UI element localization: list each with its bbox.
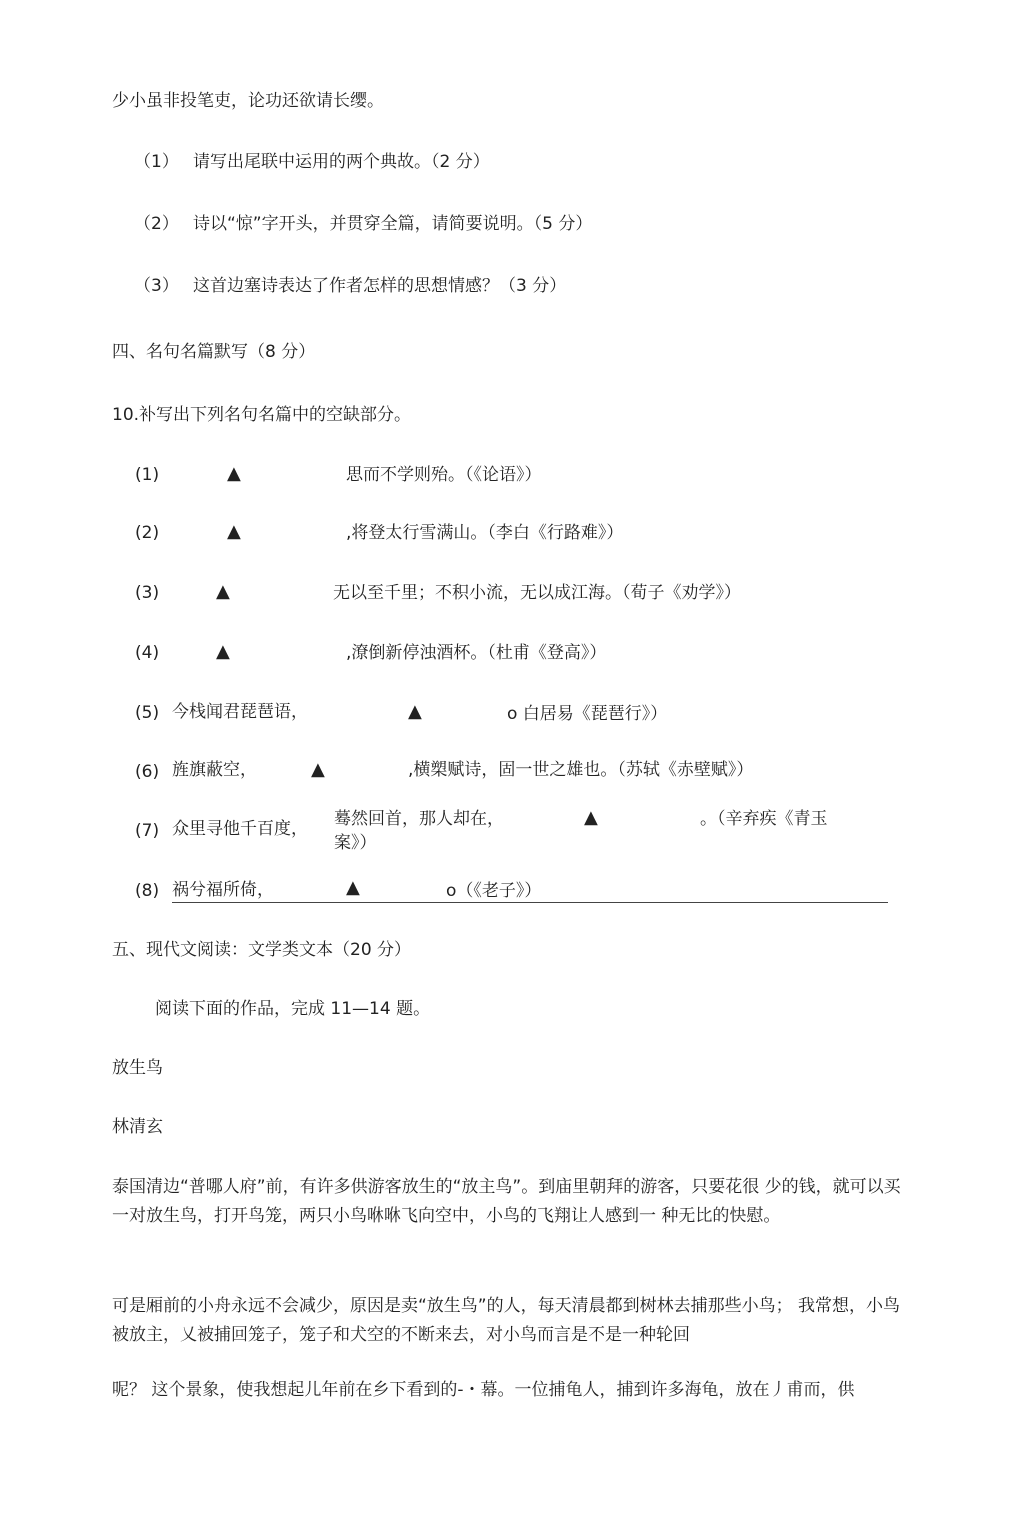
essay-paragraph: 呢？ 这个景象，使我想起儿年前在乡下看到的-・幕。一位捕龟人，捕到许多海龟，放在丿甫而，供 — [112, 1380, 855, 1400]
item-middle-text: 蓦然回首，那人却在， — [334, 809, 504, 829]
item-number: (8) — [135, 881, 160, 901]
item-text: ,横槊赋诗，固一世之雄也。（苏轼《赤壁赋》） — [408, 760, 754, 780]
item-text: 思而不学则殆。（《论语》） — [346, 465, 542, 485]
blank-triangle-icon: ▲ — [408, 701, 422, 722]
question-number: （1） — [134, 152, 179, 172]
item-number: (4) — [135, 643, 160, 663]
reading-instruction: 阅读下面的作品，完成 11—14 题。 — [155, 999, 431, 1019]
blank-triangle-icon: ▲ — [227, 463, 241, 484]
question-number: （2） — [134, 214, 179, 234]
blank-triangle-icon: ▲ — [311, 759, 325, 780]
item-number: (2) — [135, 523, 160, 543]
blank-triangle-icon: ▲ — [216, 641, 230, 662]
item-number: (3) — [135, 583, 160, 603]
blank-triangle-icon: ▲ — [227, 521, 241, 542]
question-number: （3） — [134, 276, 179, 296]
item-text: ,将登太行雪满山。（李白《行路难》） — [346, 523, 624, 543]
question-text: 请写出尾联中运用的两个典故。（2 分） — [193, 152, 490, 172]
blank-triangle-icon: ▲ — [584, 807, 598, 828]
item-prefix-text: 今栈闻君琵琶语， — [172, 702, 308, 722]
item-number: (5) — [135, 703, 160, 723]
item-prefix-text: 众里寻他千百度， — [172, 819, 308, 839]
item-text: o（《老子》） — [446, 881, 542, 901]
item-number: (7) — [135, 821, 160, 841]
item-text: 。（辛弃疾《青玉案》） — [334, 809, 828, 853]
item-number: (1) — [135, 465, 160, 485]
underline-rule — [172, 902, 888, 903]
section-title: 四、名句名篇默写（8 分） — [112, 342, 316, 362]
essay-author: 林清玄 — [112, 1117, 163, 1137]
item-number: (6) — [135, 762, 160, 782]
essay-title: 放生鸟 — [112, 1058, 163, 1078]
question-text: 诗以“惊”字开头，并贯穿全篇，请简要说明。（5 分） — [193, 214, 593, 234]
item-text: 无以至千里；不积小流，无以成江海。（荀子《劝学》） — [333, 583, 741, 603]
item-text: o 白居易《琵琶行》） — [507, 704, 668, 724]
poem-last-line: 少小虽非投笔吏，论功还欲请长缨。 — [112, 91, 384, 111]
question-10-prompt: 10.补写出下列名句名篇中的空缺部分。 — [112, 405, 412, 425]
blank-triangle-icon: ▲ — [346, 877, 360, 898]
item-prefix-text: 祸兮福所倚， — [172, 880, 274, 900]
essay-paragraph: 可是厢前的小舟永远不会减少，原因是卖“放生鸟”的人，每天清晨都到树林去捕那些小鸟； 我常想，小鸟被放主，乂被捕回笼子，笼子和犬空的不断来去，对小鸟而言是不是一种轮回 — [112, 1296, 901, 1345]
question-text: 这首边塞诗表达了作者怎样的思想情感？（3 分） — [193, 276, 567, 296]
item-text: ,潦倒新停浊酒杯。（杜甫《登高》） — [346, 643, 607, 663]
essay-paragraph: 泰国清边“普哪人府”前，有许多供游客放生的“放主鸟”。到庙里朝拜的游客，只要花很 少的钱，就可以买一对放生鸟，打开鸟笼，两只小鸟咻咻飞向空中，小鸟的飞翔让人感到一 种无比的快慰。 — [112, 1177, 901, 1226]
item-prefix-text: 旌旗蔽空， — [172, 760, 257, 780]
blank-triangle-icon: ▲ — [216, 581, 230, 602]
section-title: 五、现代文阅读：文学类文本（20 分） — [112, 940, 412, 960]
